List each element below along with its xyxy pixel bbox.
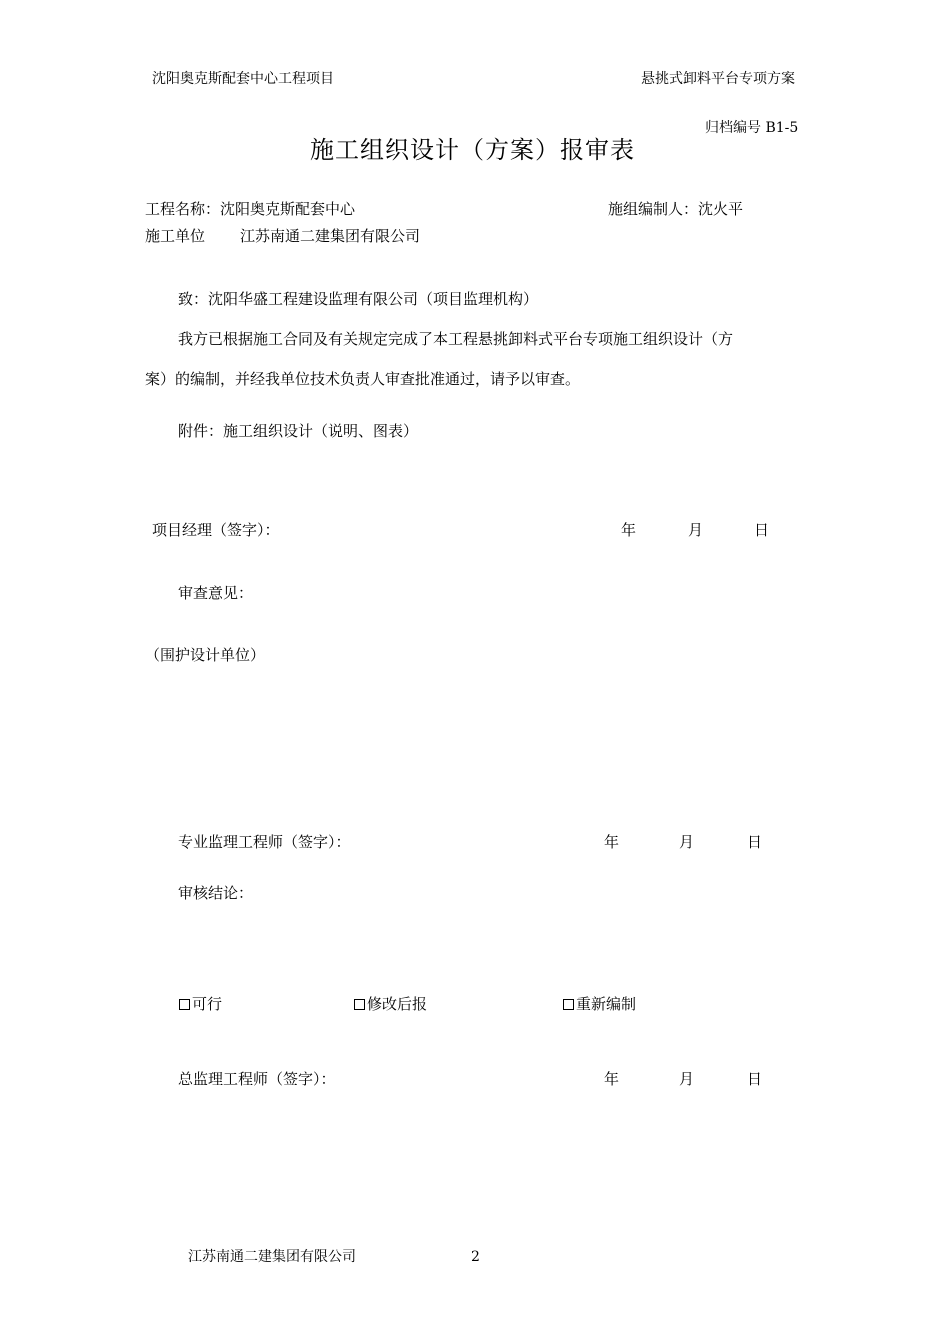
engineer-sign-year: 年 xyxy=(604,833,620,851)
option-revise-label: 修改后报 xyxy=(367,995,428,1013)
header-right: 悬挑式卸料平台专项方案 xyxy=(641,71,795,87)
chief-sign-year: 年 xyxy=(604,1070,620,1088)
page-title: 施工组织设计（方案）报审表 xyxy=(310,136,635,164)
checkbox-icon[interactable] xyxy=(354,999,365,1010)
engineer-sign-day: 日 xyxy=(747,833,763,851)
letter-line-2: 案）的编制，并经我单位技术负责人审查批准通过，请予以审查。 xyxy=(145,370,581,388)
pm-sign-year: 年 xyxy=(621,521,637,539)
option-recompile-label: 重新编制 xyxy=(576,995,637,1013)
addressee: 致：沈阳华盛工程建设监理有限公司（项目监理机构） xyxy=(178,290,539,308)
footer-company: 江苏南通二建集团有限公司 xyxy=(188,1249,356,1265)
engineer-sign-month: 月 xyxy=(679,833,695,851)
chief-sign-label: 总监理工程师（签字）： xyxy=(178,1070,336,1088)
option-recompile[interactable] xyxy=(563,997,636,1012)
contractor-label: 施工单位 xyxy=(145,227,206,245)
attachment: 附件：施工组织设计（说明、图表） xyxy=(178,422,419,440)
page-number: 2 xyxy=(471,1249,480,1265)
option-revise[interactable] xyxy=(354,997,427,1012)
conclusion-label: 审核结论： xyxy=(178,884,254,902)
header-left: 沈阳奥克斯配套中心工程项目 xyxy=(152,71,334,87)
archive-number: 归档编号 B1-5 xyxy=(705,120,799,136)
pm-sign-month: 月 xyxy=(688,521,704,539)
pm-sign-day: 日 xyxy=(754,521,770,539)
checkbox-icon[interactable] xyxy=(179,999,190,1010)
checkbox-icon[interactable] xyxy=(563,999,574,1010)
engineer-sign-label: 专业监理工程师（签字）： xyxy=(178,833,351,851)
review-unit: （围护设计单位） xyxy=(145,646,266,664)
pm-sign-label: 项目经理（签字）： xyxy=(152,521,280,539)
option-feasible-label: 可行 xyxy=(192,995,223,1013)
project-name: 工程名称：沈阳奥克斯配套中心 xyxy=(145,200,356,218)
letter-line-1: 我方已根据施工合同及有关规定完成了本工程悬挑卸料式平台专项施工组织设计（方 xyxy=(178,330,734,348)
contractor-name: 江苏南通二建集团有限公司 xyxy=(240,227,421,245)
option-feasible[interactable] xyxy=(179,997,222,1012)
chief-sign-day: 日 xyxy=(747,1070,763,1088)
review-label: 审查意见： xyxy=(178,584,254,602)
compiler: 施组编制人：沈火平 xyxy=(608,200,744,218)
chief-sign-month: 月 xyxy=(679,1070,695,1088)
